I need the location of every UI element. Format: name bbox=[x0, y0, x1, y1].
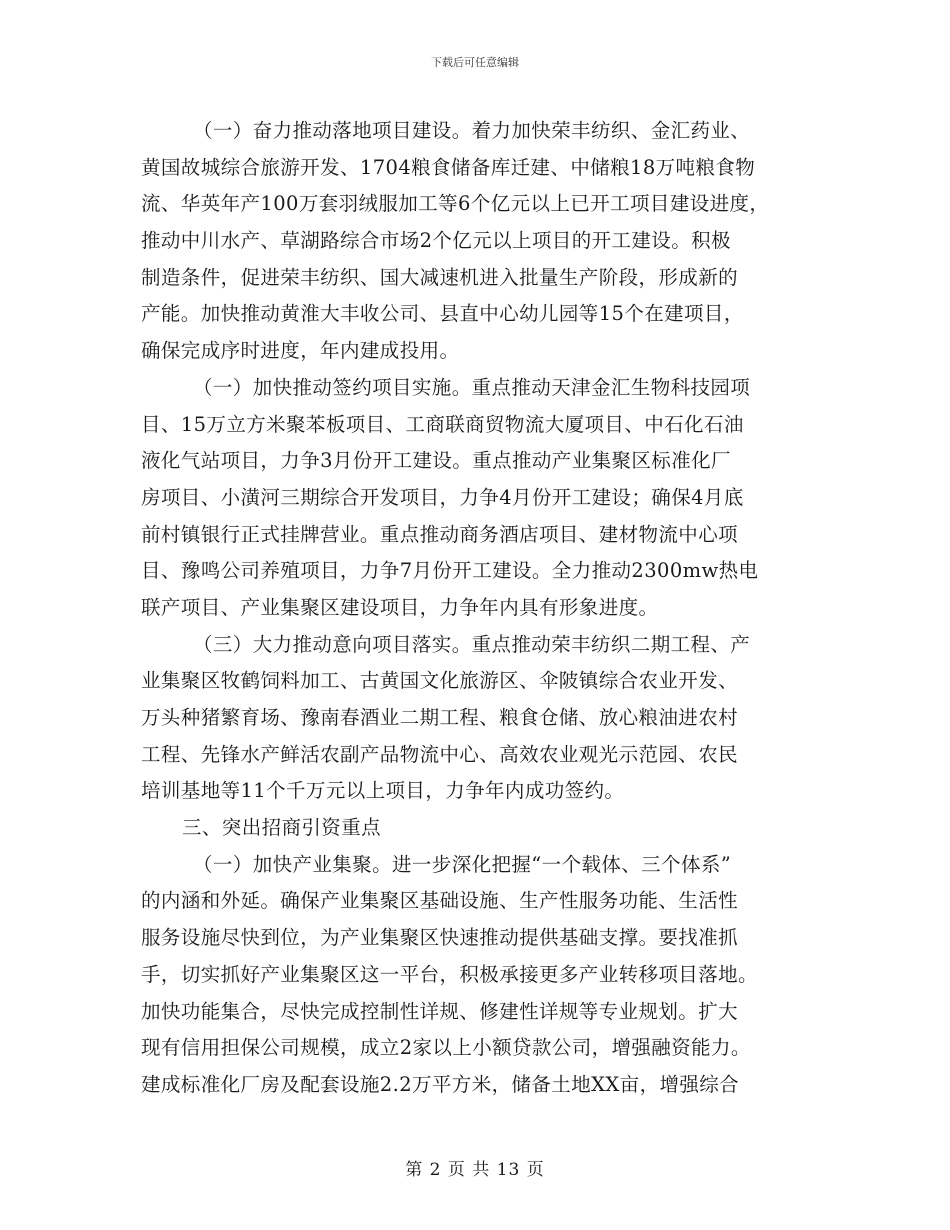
text-line: 万头种猪繁育场、豫南春酒业二期工程、粮食仓储、放心粮油进农村 bbox=[141, 706, 739, 729]
text-line: 的内涵和外延。确保产业集聚区基础设施、生产性服务功能、生活性 bbox=[141, 889, 739, 913]
text-line: 确保完成序时进度，年内建成投用。 bbox=[141, 339, 460, 363]
text-line: 加快功能集合，尽快完成控制性详规、修建性详规等专业规划。扩大 bbox=[141, 999, 739, 1023]
text-line: 手，切实抓好产业集聚区这一平台，积极承接更多产业转移项目落地。 bbox=[141, 962, 758, 986]
section-heading: 三、突出招商引资重点 bbox=[182, 816, 382, 840]
document-body bbox=[141, 113, 809, 1104]
text-line: 建成标准化厂房及配套设施2.2万平方米，储备土地XX亩，增强综合 bbox=[141, 1072, 740, 1096]
text-line: （一）加快产业集聚。进一步深化把握“一个载体、三个体系” bbox=[193, 852, 732, 876]
text-line: 液化气站项目，力争3月份开工建设。重点推动产业集聚区标准化厂 bbox=[141, 449, 731, 473]
text-line: （三）大力推动意向项目落实。重点推动荣丰纺织二期工程、产 bbox=[193, 632, 751, 656]
page-number-footer: 第 2 页 共 13 页 bbox=[405, 1160, 545, 1180]
text-line: 现有信用担保公司规模，成立2家以上小额贷款公司，增强融资能力。 bbox=[141, 1036, 751, 1060]
text-line: 推动中川水产、草湖路综合市场2个亿元以上项目的开工建设。积极 bbox=[141, 229, 731, 253]
text-line: 工程、先锋水产鲜活农副产品物流中心、高效农业观光示范园、农民 bbox=[141, 742, 739, 766]
text-line: （一）加快推动签约项目实施。重点推动天津金汇生物科技园项 bbox=[193, 375, 751, 399]
text-line: 培训基地等11个千万元以上项目，力争年内成功签约。 bbox=[141, 779, 625, 803]
page-header: 下载后可任意编辑 bbox=[431, 56, 519, 69]
text-line: （一）奋力推动落地项目建设。着力加快荣丰纺织、金汇药业、 bbox=[193, 119, 751, 142]
text-line: 产能。加快推动黄淮大丰收公司、县直中心幼儿园等15个在建项目， bbox=[141, 302, 744, 326]
text-line: 黄国故城综合旅游开发、1704粮食储备库迁建、中储粮18万吨粮食物 bbox=[141, 155, 756, 179]
text-line: 制造条件，促进荣丰纺织、国大减速机进入批量生产阶段，形成新的 bbox=[141, 265, 739, 289]
text-line: 目、豫鸣公司养殖项目，力争7月份开工建设。全力推动2300mw热电 bbox=[141, 559, 759, 583]
text-line: 业集聚区牧鹤饲料加工、古黄国文化旅游区、伞陂镇综合农业开发、 bbox=[141, 669, 739, 693]
text-line: 前村镇银行正式挂牌营业。重点推动商务酒店项目、建材物流中心项 bbox=[141, 522, 739, 546]
text-line: 联产项目、产业集聚区建设项目，力争年内具有形象进度。 bbox=[141, 595, 659, 619]
text-line: 流、华英年产100万套羽绒服加工等6个亿元以上已开工项目建设进度， bbox=[141, 192, 770, 216]
text-line: 房项目、小潢河三期综合开发项目，力争4月份开工建设；确保4月底 bbox=[141, 485, 744, 509]
text-line: 目、15万立方米聚苯板项目、工商联商贸物流大厦项目、中石化石油 bbox=[141, 412, 744, 436]
text-line: 服务设施尽快到位，为产业集聚区快速推动提供基础支撑。要找准抓 bbox=[141, 926, 739, 950]
